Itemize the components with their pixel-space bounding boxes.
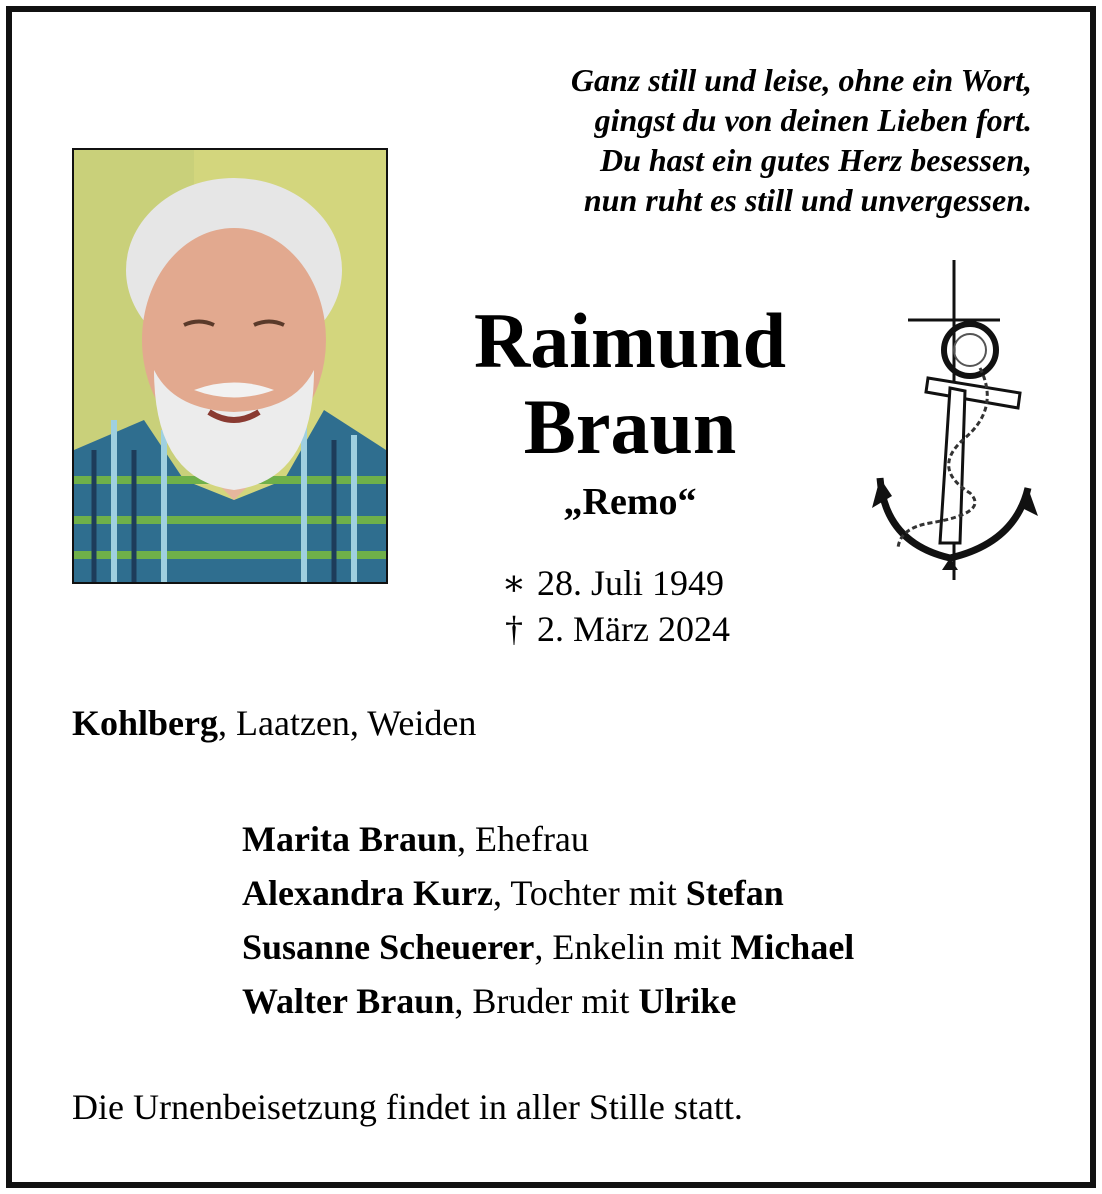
portrait-photo (72, 148, 388, 584)
family-list (242, 812, 854, 1028)
family-member (242, 920, 854, 974)
poem-line: nun ruht es still und unvergessen. (583, 182, 1032, 218)
life-dates (500, 560, 730, 652)
poem (571, 60, 1032, 220)
birth-row (500, 560, 730, 606)
family-member-name: Susanne Scheuerer (242, 927, 535, 967)
places-line (72, 702, 476, 744)
deceased-first-name: Raimund (473, 297, 787, 384)
family-member-partner: Ulrike (638, 981, 737, 1021)
place-primary: Kohlberg (72, 703, 219, 743)
family-member-partner: Michael (730, 927, 855, 967)
family-member-name: Marita Braun (242, 819, 457, 859)
family-member-name: Alexandra Kurz (242, 873, 493, 913)
birth-star-icon: ∗ (501, 563, 527, 603)
birth-date: 28. Juli 1949 (537, 563, 725, 603)
death-row (500, 606, 730, 652)
family-member-relation: , Tochter mit (492, 873, 686, 913)
death-cross-icon: † (505, 609, 523, 649)
family-member (242, 866, 854, 920)
poem-line: Du hast ein gutes Herz besessen, (599, 142, 1032, 178)
poem-line: gingst du von deinen Lieben fort. (594, 102, 1032, 138)
family-member-relation: , Enkelin mit (534, 927, 731, 967)
family-member-name: Walter Braun (242, 981, 455, 1021)
anchor-cross-icon (870, 258, 1040, 593)
place-others: , Laatzen, Weiden (218, 703, 477, 743)
family-member (242, 974, 854, 1028)
family-member-partner: Stefan (685, 873, 784, 913)
family-member-relation: , Bruder mit (454, 981, 639, 1021)
family-member-relation: , Ehefrau (456, 819, 589, 859)
deceased-nickname: „Remo“ (563, 481, 697, 523)
family-member (242, 812, 854, 866)
death-date: 2. März 2024 (537, 609, 730, 649)
deceased-last-name: Braun (523, 383, 737, 470)
closing-note: Die Urnenbeisetzung findet in aller Stille statt. (72, 1087, 743, 1127)
poem-line: Ganz still und leise, ohne ein Wort, (570, 62, 1032, 98)
